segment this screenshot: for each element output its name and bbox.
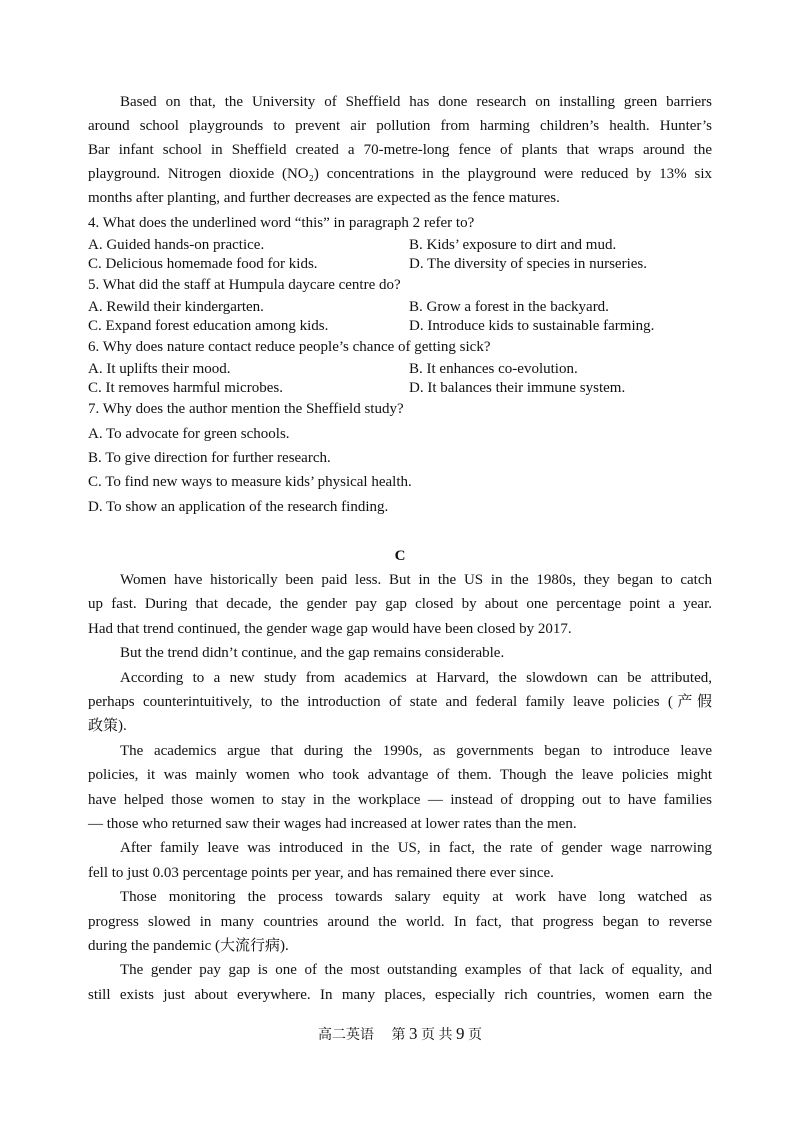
footer-ye: 页: [421, 1028, 435, 1043]
footer-di: 第: [391, 1028, 406, 1043]
answer-option[interactable]: C. Expand forest education among kids.: [88, 318, 329, 334]
question-stem: 7. Why does the author mention the Sheffield study?: [88, 401, 404, 417]
passage-line: playground. Nitrogen dioxide (NO₂) concentrations in the playground were reduced by 13% six: [88, 166, 712, 182]
answer-option[interactable]: A. Rewild their kindergarten.: [88, 299, 264, 315]
passage-line: have helped those women to stay in the workplace — instead of dropping out to have families: [88, 792, 712, 808]
passage-line: months after planting, and further decreases are expected as the fence matures.: [88, 190, 560, 206]
passage-line: Bar infant school in Sheffield created a 70-metre-long fence of plants that wraps around the: [88, 142, 712, 158]
answer-option[interactable]: B. It enhances co-evolution.: [409, 361, 578, 377]
passage-line: still exists just about everywhere. In many places, especially rich countries, women earn the: [88, 987, 712, 1003]
passage-line: perhaps counterintuitively, to the introduction of state and federal family leave policies (产假: [88, 694, 712, 710]
answer-option[interactable]: D. To show an application of the research finding.: [88, 499, 389, 515]
answer-option[interactable]: C. To find new ways to measure kids’ physical health.: [88, 474, 412, 490]
section-heading: C: [394, 548, 406, 564]
passage-line: fell to just 0.03 percentage points per year, and has remained there ever since.: [88, 865, 554, 881]
question-stem: 4. What does the underlined word “this” in paragraph 2 refer to?: [88, 215, 475, 231]
footer-page-number: 3: [409, 1024, 418, 1043]
answer-option[interactable]: D. The diversity of species in nurseries.: [409, 256, 648, 272]
passage-line: But the trend didn’t continue, and the gap remains considerable.: [120, 645, 505, 661]
answer-option[interactable]: B. To give direction for further research.: [88, 450, 331, 466]
answer-option[interactable]: A. To advocate for green schools.: [88, 426, 290, 442]
passage-line: policies, it was mainly women who took advantage of them. Though the leave policies might: [88, 767, 712, 783]
answer-option[interactable]: A. Guided hands-on practice.: [88, 237, 265, 253]
answer-option[interactable]: D. Introduce kids to sustainable farming.: [409, 318, 655, 334]
footer-ye: 页: [468, 1028, 482, 1043]
answer-option[interactable]: A. It uplifts their mood.: [88, 361, 231, 377]
passage-line: 政策).: [88, 718, 127, 734]
question-stem: 6. Why does nature contact reduce people’s chance of getting sick?: [88, 339, 491, 355]
passage-line: progress slowed in many countries around the world. In fact, that progress began to reverse: [88, 914, 712, 930]
passage-line: Women have historically been paid less. But in the US in the 1980s, they began to catch: [120, 572, 712, 588]
passage-line: After family leave was introduced in the US, in fact, the rate of gender wage narrowing: [120, 840, 712, 856]
passage-line: According to a new study from academics at Harvard, the slowdown can be attributed,: [120, 670, 712, 686]
answer-option[interactable]: B. Kids’ exposure to dirt and mud.: [409, 237, 617, 253]
passage-line: Had that trend continued, the gender wage gap would have been closed by 2017.: [88, 621, 572, 637]
answer-option[interactable]: D. It balances their immune system.: [409, 380, 626, 396]
passage-line: up fast. During that decade, the gender pay gap closed by about one percentage point a year.: [88, 596, 712, 612]
passage-line: The academics argue that during the 1990s, as governments began to introduce leave: [120, 743, 712, 759]
question-stem: 5. What did the staff at Humpula daycare centre do?: [88, 277, 401, 293]
passage-line: The gender pay gap is one of the most outstanding examples of that lack of equality, and: [120, 962, 712, 978]
answer-option[interactable]: C. Delicious homemade food for kids.: [88, 256, 318, 272]
answer-option[interactable]: B. Grow a forest in the backyard.: [409, 299, 609, 315]
passage-line: Those monitoring the process towards salary equity at work have long watched as: [120, 889, 712, 905]
passage-line: — those who returned saw their wages had increased at lower rates than the men.: [88, 816, 577, 832]
passage-line: Based on that, the University of Sheffield has done research on installing green barriers: [120, 94, 712, 110]
footer-total-pages: 9: [456, 1024, 465, 1043]
passage-line: around school playgrounds to prevent air pollution from harming children’s health. Hunter’s: [88, 118, 712, 134]
passage-line: during the pandemic (大流行病).: [88, 938, 289, 954]
footer-subject: 高二英语: [318, 1028, 374, 1043]
footer-gong: 共: [438, 1028, 453, 1043]
page-footer: [0, 1024, 800, 1046]
answer-option[interactable]: C. It removes harmful microbes.: [88, 380, 283, 396]
